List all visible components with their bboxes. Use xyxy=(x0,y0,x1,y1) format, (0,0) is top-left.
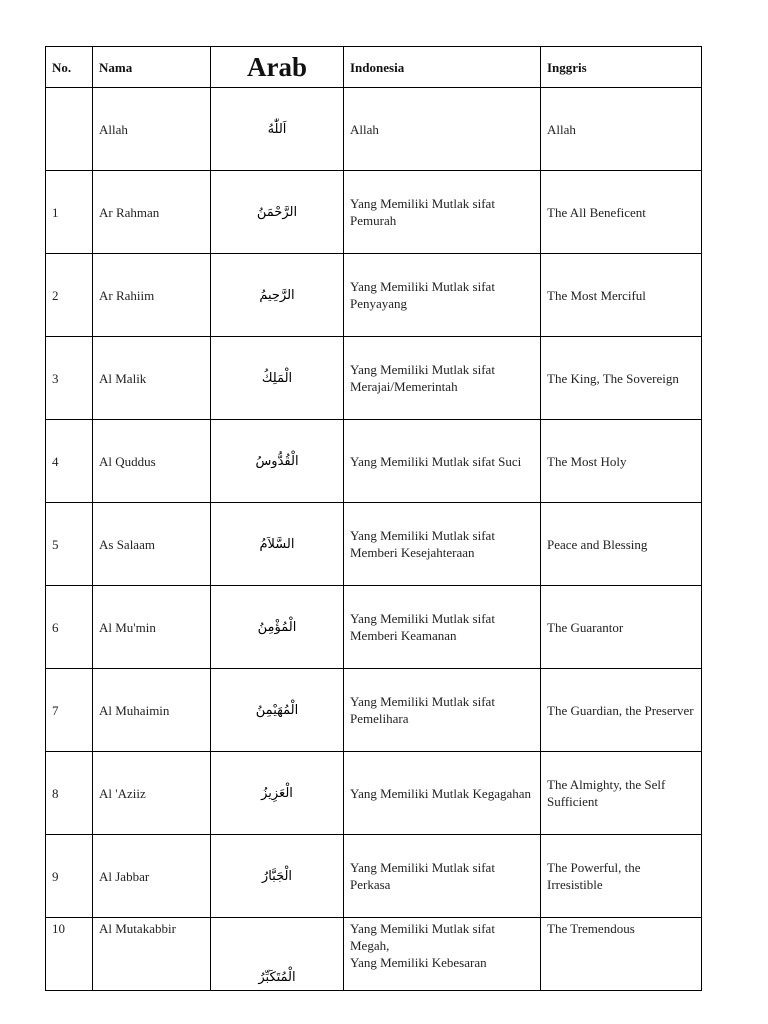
cell-no: 1 xyxy=(46,171,93,254)
table-row xyxy=(46,752,702,835)
cell-no: 7 xyxy=(46,669,93,752)
cell-nama: Al Mutakabbir xyxy=(93,918,211,991)
asmaul-husna-table xyxy=(45,46,702,991)
cell-arab: الْمُتَكَبِّرُ xyxy=(211,918,344,991)
cell-nama: Al Muhaimin xyxy=(93,669,211,752)
table-row xyxy=(46,337,702,420)
cell-inggris: Peace and Blessing xyxy=(541,503,702,586)
cell-nama: Al Quddus xyxy=(93,420,211,503)
cell-arab: الْقُدُّوسُ xyxy=(211,420,344,503)
cell-inggris: The Powerful, the Irresistible xyxy=(541,835,702,918)
table-row xyxy=(46,669,702,752)
cell-no: 6 xyxy=(46,586,93,669)
cell-indonesia: Yang Memiliki Mutlak sifat Memberi Kesejahteraan xyxy=(344,503,541,586)
cell-nama: Ar Rahman xyxy=(93,171,211,254)
cell-indonesia: Yang Memiliki Mutlak sifat Megah, Yang Memiliki Kebesaran xyxy=(344,918,541,991)
cell-inggris: The Tremendous xyxy=(541,918,702,991)
cell-arab: الْمُهَيْمِنُ xyxy=(211,669,344,752)
header-arab: Arab xyxy=(211,47,344,88)
cell-inggris: The Guarantor xyxy=(541,586,702,669)
cell-nama: Allah xyxy=(93,88,211,171)
cell-no: 9 xyxy=(46,835,93,918)
cell-no: 3 xyxy=(46,337,93,420)
table-row xyxy=(46,835,702,918)
cell-no xyxy=(46,88,93,171)
cell-nama: Al Mu'min xyxy=(93,586,211,669)
cell-no: 5 xyxy=(46,503,93,586)
table-row xyxy=(46,586,702,669)
cell-no: 8 xyxy=(46,752,93,835)
cell-arab: الرَّحْمَنُ xyxy=(211,171,344,254)
header-nama: Nama xyxy=(93,47,211,88)
table-row xyxy=(46,503,702,586)
cell-arab: الْعَزِيزُ xyxy=(211,752,344,835)
table-row xyxy=(46,918,702,991)
cell-indonesia: Yang Memiliki Mutlak sifat Merajai/Memerintah xyxy=(344,337,541,420)
cell-nama: Al 'Aziiz xyxy=(93,752,211,835)
table-row xyxy=(46,254,702,337)
cell-nama: Ar Rahiim xyxy=(93,254,211,337)
header-indonesia: Indonesia xyxy=(344,47,541,88)
cell-no: 2 xyxy=(46,254,93,337)
cell-indonesia: Yang Memiliki Mutlak sifat Penyayang xyxy=(344,254,541,337)
cell-nama: Al Jabbar xyxy=(93,835,211,918)
cell-indonesia: Yang Memiliki Mutlak sifat Pemurah xyxy=(344,171,541,254)
cell-indonesia: Yang Memiliki Mutlak sifat Suci xyxy=(344,420,541,503)
table-header-row xyxy=(46,47,702,88)
cell-arab: الرَّحِيمُ xyxy=(211,254,344,337)
cell-inggris: The King, The Sovereign xyxy=(541,337,702,420)
cell-nama: As Salaam xyxy=(93,503,211,586)
cell-inggris: Allah xyxy=(541,88,702,171)
cell-no: 4 xyxy=(46,420,93,503)
cell-indonesia: Yang Memiliki Mutlak Kegagahan xyxy=(344,752,541,835)
header-no: No. xyxy=(46,47,93,88)
header-inggris: Inggris xyxy=(541,47,702,88)
cell-inggris: The Almighty, the Self Sufficient xyxy=(541,752,702,835)
cell-no: 10 xyxy=(46,918,93,991)
cell-inggris: The Most Holy xyxy=(541,420,702,503)
table-row xyxy=(46,88,702,171)
cell-arab: الْمَلِكُ xyxy=(211,337,344,420)
cell-arab: الْمُؤْمِنُ xyxy=(211,586,344,669)
cell-indonesia: Yang Memiliki Mutlak sifat Perkasa xyxy=(344,835,541,918)
table-row xyxy=(46,420,702,503)
cell-arab: اَللّٰهُ xyxy=(211,88,344,171)
cell-indonesia: Yang Memiliki Mutlak sifat Memberi Keamanan xyxy=(344,586,541,669)
cell-indonesia: Yang Memiliki Mutlak sifat Pemelihara xyxy=(344,669,541,752)
cell-inggris: The All Beneficent xyxy=(541,171,702,254)
cell-inggris: The Most Merciful xyxy=(541,254,702,337)
cell-arab: السَّلاَمُ xyxy=(211,503,344,586)
cell-nama: Al Malik xyxy=(93,337,211,420)
cell-arab: الْجَبَّارُ xyxy=(211,835,344,918)
table-row xyxy=(46,171,702,254)
cell-inggris: The Guardian, the Preserver xyxy=(541,669,702,752)
cell-indonesia: Allah xyxy=(344,88,541,171)
